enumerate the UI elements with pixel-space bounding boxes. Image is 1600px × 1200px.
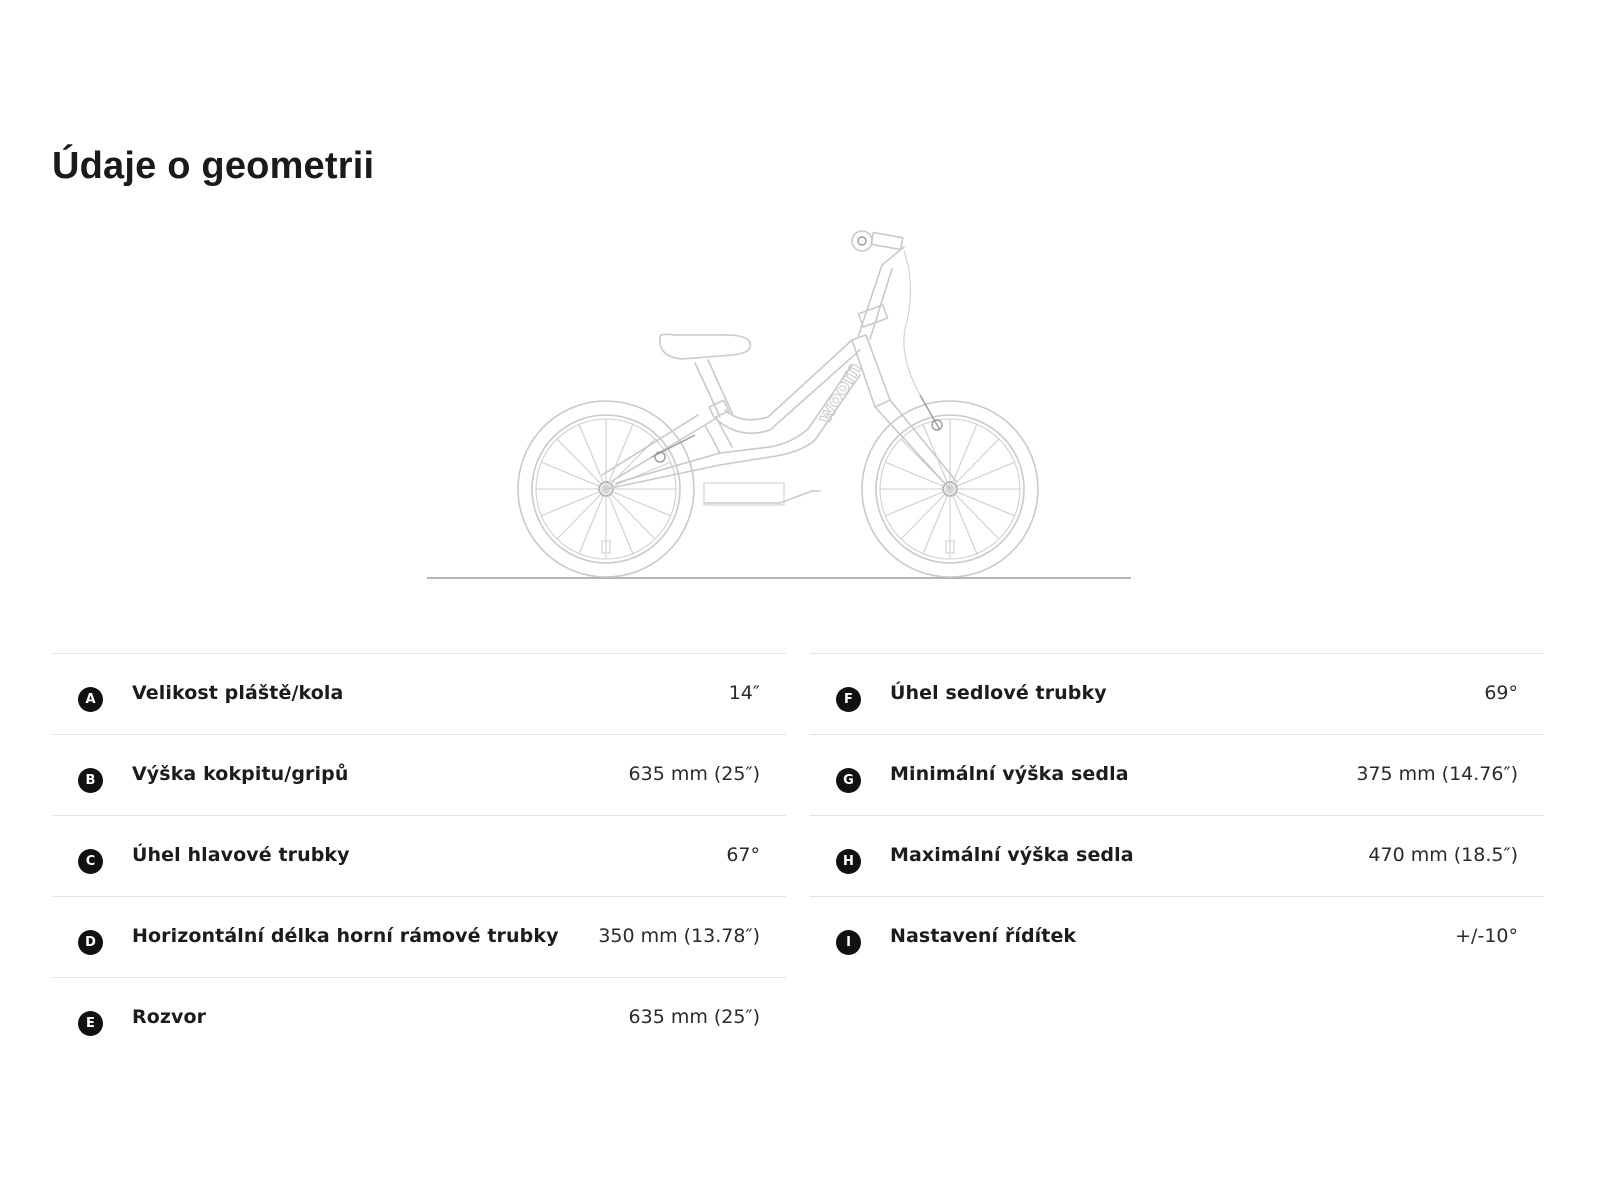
- row-badge: E: [78, 1011, 103, 1036]
- row-label: Úhel sedlové trubky: [890, 682, 1107, 704]
- row-badge: I: [836, 930, 861, 955]
- saddle: [660, 334, 751, 417]
- geometry-row: [52, 815, 786, 896]
- row-label: Horizontální délka horní rámové trubky: [132, 925, 559, 947]
- row-value: 635 mm (25″): [628, 763, 760, 785]
- row-badge: D: [78, 930, 103, 955]
- page-title: Údaje o geometrii: [52, 145, 375, 187]
- geometry-row: [810, 896, 1544, 977]
- row-badge: F: [836, 687, 861, 712]
- row-label: Rozvor: [132, 1006, 207, 1028]
- row-value: 350 mm (13.78″): [598, 925, 760, 947]
- geometry-row: [52, 734, 786, 815]
- geometry-table-right: [810, 653, 1544, 977]
- geometry-row: [810, 734, 1544, 815]
- row-value: 470 mm (18.5″): [1368, 844, 1518, 866]
- geometry-table-left: [52, 653, 786, 1058]
- row-value: 375 mm (14.76″): [1356, 763, 1518, 785]
- row-label: Maximální výška sedla: [890, 844, 1134, 866]
- balance-bike-drawing: [420, 225, 1180, 605]
- bike-illustration: [420, 225, 1180, 605]
- geometry-row: [52, 896, 786, 977]
- geometry-row: [52, 977, 786, 1058]
- row-value: 67°: [726, 844, 760, 866]
- brand-logo: woom: [811, 357, 866, 428]
- row-label: Velikost pláště/kola: [132, 682, 344, 704]
- row-label: Výška kokpitu/gripů: [132, 763, 349, 785]
- row-badge: H: [836, 849, 861, 874]
- geometry-row: [810, 815, 1544, 896]
- row-value: 14″: [728, 682, 760, 704]
- row-badge: C: [78, 849, 103, 874]
- row-badge: A: [78, 687, 103, 712]
- row-label: Úhel hlavové trubky: [132, 844, 350, 866]
- row-label: Minimální výška sedla: [890, 763, 1129, 785]
- row-badge: B: [78, 768, 103, 793]
- geometry-row: [810, 653, 1544, 734]
- row-value: 69°: [1484, 682, 1518, 704]
- row-value: 635 mm (25″): [628, 1006, 760, 1028]
- row-badge: G: [836, 768, 861, 793]
- bike-frame: [602, 335, 956, 505]
- row-value: +/-10°: [1455, 925, 1518, 947]
- geometry-row: [52, 653, 786, 734]
- row-label: Nastavení řídítek: [890, 925, 1077, 947]
